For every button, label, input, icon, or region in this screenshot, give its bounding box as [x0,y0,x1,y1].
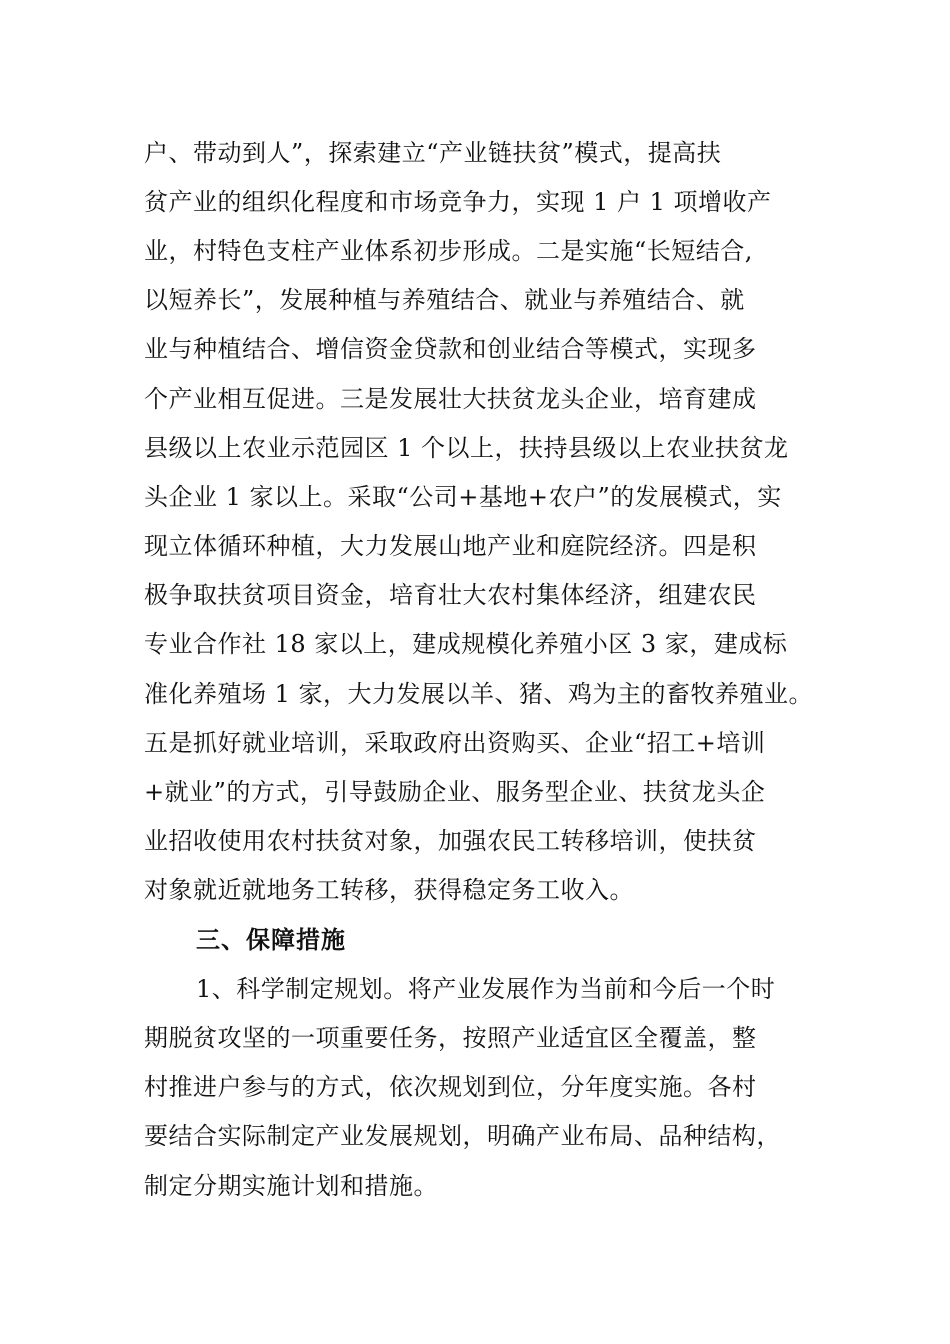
body-text-line: 专业合作社 18 家以上，建成规模化养殖小区 3 家，建成标 [144,630,788,658]
body-text-line: 极争取扶贫项目资金，培育壮大农村集体经济，组建农民 [144,581,757,609]
body-text-line: 县级以上农业示范园区 1 个以上，扶持县级以上农业扶贫龙 [144,434,789,462]
section-text-line: 制定分期实施计划和措施。 [144,1172,438,1200]
section-text-line: 期脱贫攻坚的一项重要任务，按照产业适宜区全覆盖，整 [144,1024,757,1052]
body-text-line: 业与种植结合、增信资金贷款和创业结合等模式，实现多 [144,335,757,363]
body-text-line: 业招收使用农村扶贫对象，加强农民工转移培训，使扶贫 [144,827,757,855]
body-text-line: 个产业相互促进。三是发展壮大扶贫龙头企业，培育建成 [144,385,757,413]
body-text-line: 户、带动到人”，探索建立“产业链扶贫”模式，提高扶 [144,139,722,167]
body-text-line: +就业”的方式，引导鼓励企业、服务型企业、扶贫龙头企 [144,778,766,806]
section-heading: 三、保障措施 [196,926,346,954]
section-text-line: 村推进户参与的方式，依次规划到位，分年度实施。各村 [144,1073,757,1101]
body-text-line: 以短养长”，发展种植与养殖结合、就业与养殖结合、就 [144,286,745,314]
body-text-line: 现立体循环种植，大力发展山地产业和庭院经济。四是积 [144,532,757,560]
body-text-line: 贫产业的组织化程度和市场竞争力，实现 1 户 1 项增收产 [144,188,772,216]
body-text-line: 准化养殖场 1 家，大力发展以羊、猪、鸡为主的畜牧养殖业。 [144,680,814,708]
body-text-line: 头企业 1 家以上。采取“公司+基地+农户”的发展模式，实 [144,483,782,511]
section-text-line: 1、科学制定规划。将产业发展作为当前和今后一个时 [196,975,776,1003]
section-text-line: 要结合实际制定产业发展规划，明确产业布局、品种结构， [144,1122,781,1150]
body-text-line: 业，村特色支柱产业体系初步形成。二是实施“长短结合, [144,237,753,265]
body-text-line: 对象就近就地务工转移，获得稳定务工收入。 [144,876,634,904]
body-text-line: 五是抓好就业培训，采取政府出资购买、企业“招工+培训 [144,729,766,757]
